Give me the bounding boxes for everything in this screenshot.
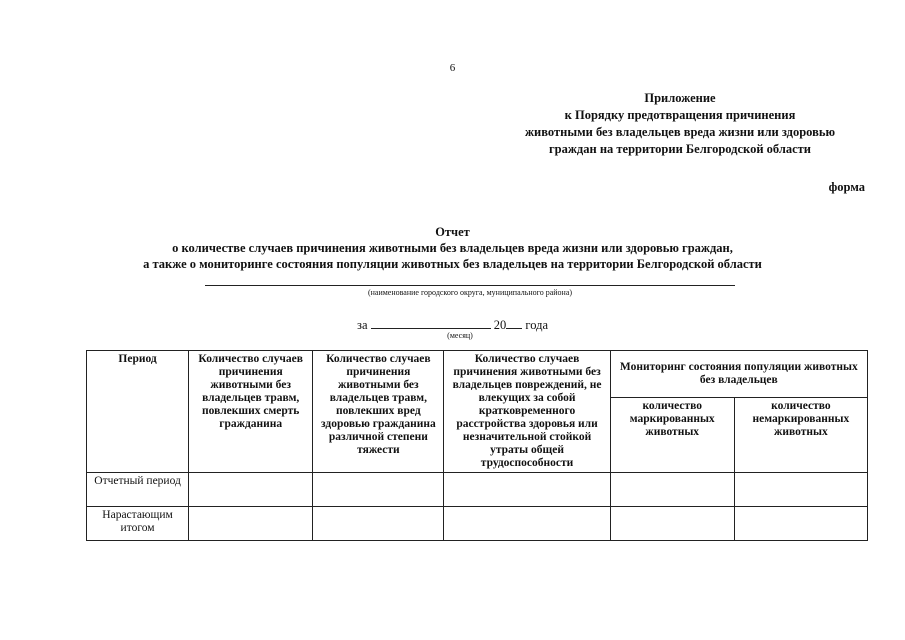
period-prefix: за [357, 318, 368, 332]
cell-deaths[interactable] [189, 507, 313, 541]
cell-injuries[interactable] [444, 473, 610, 507]
report-title: Отчет [435, 225, 470, 239]
year-suffix: года [525, 318, 548, 332]
year-prefix: 20 [493, 318, 507, 332]
month-caption: (месяц) [447, 331, 473, 340]
cell-harm[interactable] [313, 507, 444, 541]
header-harm: Количество случаев причинения животными без владельцев травм, повлекших вред здоровью гражданина различной степени тяжести [313, 351, 444, 473]
form-label: форма [828, 180, 865, 194]
table-row [87, 507, 868, 541]
row-label-reporting-period: Отчетный период [87, 473, 189, 507]
report-table [86, 350, 868, 541]
municipality-name-caption: (наименование городского округа, муниципального района) [367, 288, 573, 297]
appendix-line-1: к Порядку предотвращения причинения [564, 108, 796, 122]
header-period: Период [87, 351, 189, 473]
cell-unmarked[interactable] [734, 473, 867, 507]
year-blank-field[interactable] [506, 316, 522, 329]
report-subtitle-2: а также о мониторинге состояния популяции животных без владельцев на территории Белгородской области [143, 257, 762, 271]
appendix-title: Приложение [644, 91, 716, 105]
cell-marked[interactable] [610, 473, 734, 507]
cell-unmarked[interactable] [734, 507, 867, 541]
report-subtitle-1: о количестве случаев причинения животными без владельцев вреда жизни или здоровью граждан, [172, 241, 733, 255]
cell-marked[interactable] [610, 507, 734, 541]
row-label-cumulative: Нарастающим итогом [87, 507, 189, 541]
month-blank-field[interactable] [371, 316, 491, 329]
header-monitoring: Мониторинг состояния популяции животных без владельцев [610, 351, 867, 398]
appendix-line-3: граждан на территории Белгородской области [548, 142, 812, 156]
cell-injuries[interactable] [444, 507, 610, 541]
header-marked: количество маркированных животных [610, 398, 734, 473]
header-unmarked: количество немаркированных животных [734, 398, 867, 473]
header-injuries: Количество случаев причинения животными без владельцев повреждений, не влекущих за собой кратковременного расстройства здоровья или незначительной стойкой утраты общей трудоспособности [444, 351, 610, 473]
table-row [87, 473, 868, 507]
appendix-line-2: животными без владельцев вреда жизни или здоровью [524, 125, 836, 139]
municipality-name-line[interactable] [205, 285, 735, 286]
table-header-row [87, 351, 868, 398]
page-number: 6 [449, 62, 456, 74]
report-title-block [0, 224, 905, 272]
appendix-header [470, 90, 890, 158]
cell-deaths[interactable] [189, 473, 313, 507]
cell-harm[interactable] [313, 473, 444, 507]
header-deaths: Количество случаев причинения животными без владельцев травм, повлекших смерть гражданина [189, 351, 313, 473]
